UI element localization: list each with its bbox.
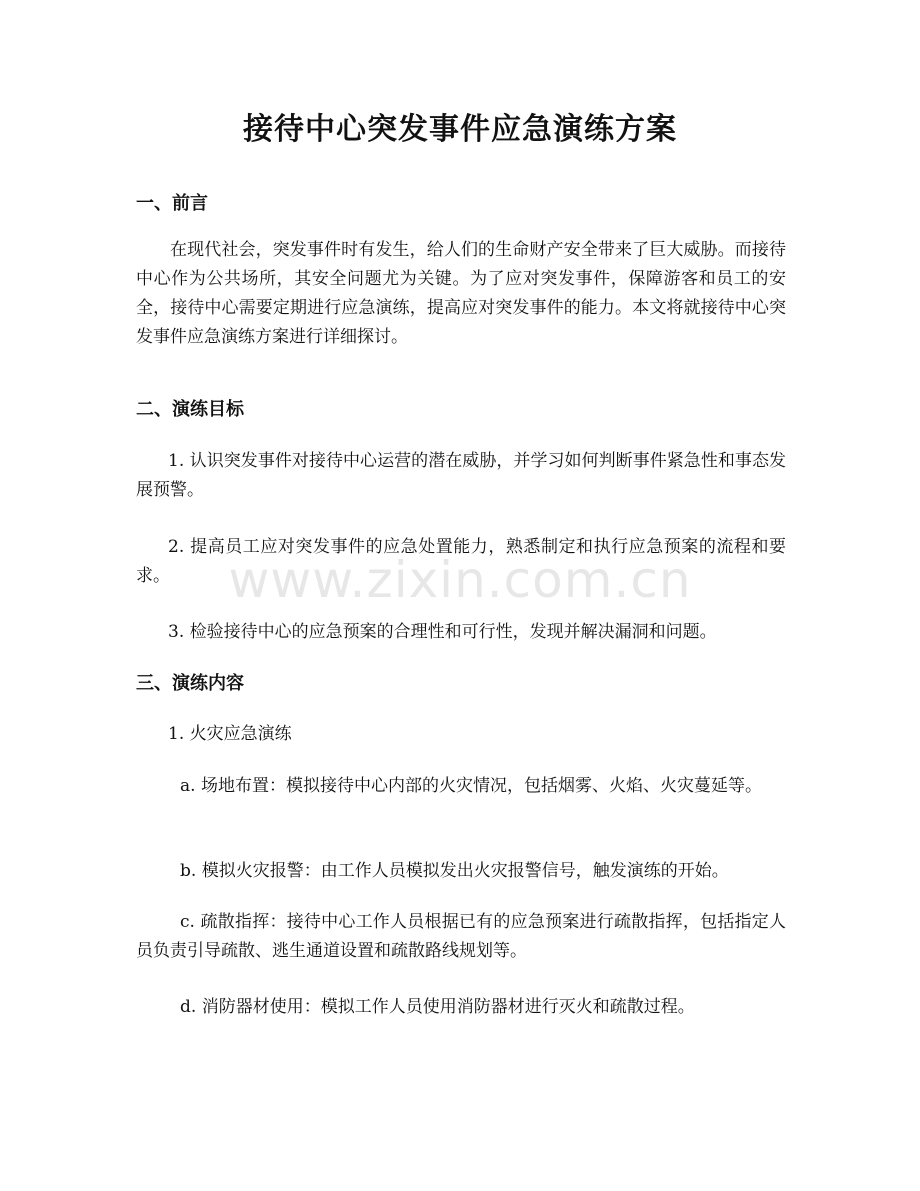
preface-paragraph: 在现代社会，突发事件时有发生，给人们的生命财产安全带来了巨大威胁。而接待中心作为公共场所，其安全问题尤为关键。为了应对突发事件，保障游客和员工的安全，接待中心需要定期进行应急演练，提高应对突发事件的能力。本文将就接待中心突发事件应急演练方案进行详细探讨。 xyxy=(136,240,786,347)
fire-drill-subitem-b: b. 模拟火灾报警：由工作人员模拟发出火灾报警信号，触发演练的开始。 xyxy=(180,861,729,881)
content-item-fire-drill: 1. 火灾应急演练 xyxy=(168,724,292,744)
section-heading-content: 三、演练内容 xyxy=(136,673,244,694)
section-heading-preface: 一、前言 xyxy=(136,193,208,214)
goal-item-1: 1. 认识突发事件对接待中心运营的潜在威胁，并学习如何判断事件紧急性和事态发展预警。 xyxy=(136,451,786,500)
watermark: www.zixin.com.cn xyxy=(228,551,692,609)
section-heading-goals: 二、演练目标 xyxy=(136,399,244,420)
fire-drill-subitem-a: a. 场地布置：模拟接待中心内部的火灾情况，包括烟雾、火焰、火灾蔓延等。 xyxy=(180,776,762,796)
goal-item-3: 3. 检验接待中心的应急预案的合理性和可行性，发现并解决漏洞和问题。 xyxy=(168,622,717,642)
fire-drill-subitem-c: c. 疏散指挥：接待中心工作人员根据已有的应急预案进行疏散指挥，包括指定人员负责引导疏散、逃生通道设置和疏散路线规划等。 xyxy=(136,912,786,961)
document-title: 接待中心突发事件应急演练方案 xyxy=(243,112,677,147)
goal-item-2: 2. 提高员工应对突发事件的应急处置能力，熟悉制定和执行应急预案的流程和要求。 xyxy=(136,537,786,586)
fire-drill-subitem-d: d. 消防器材使用：模拟工作人员使用消防器材进行灭火和疏散过程。 xyxy=(180,997,695,1017)
